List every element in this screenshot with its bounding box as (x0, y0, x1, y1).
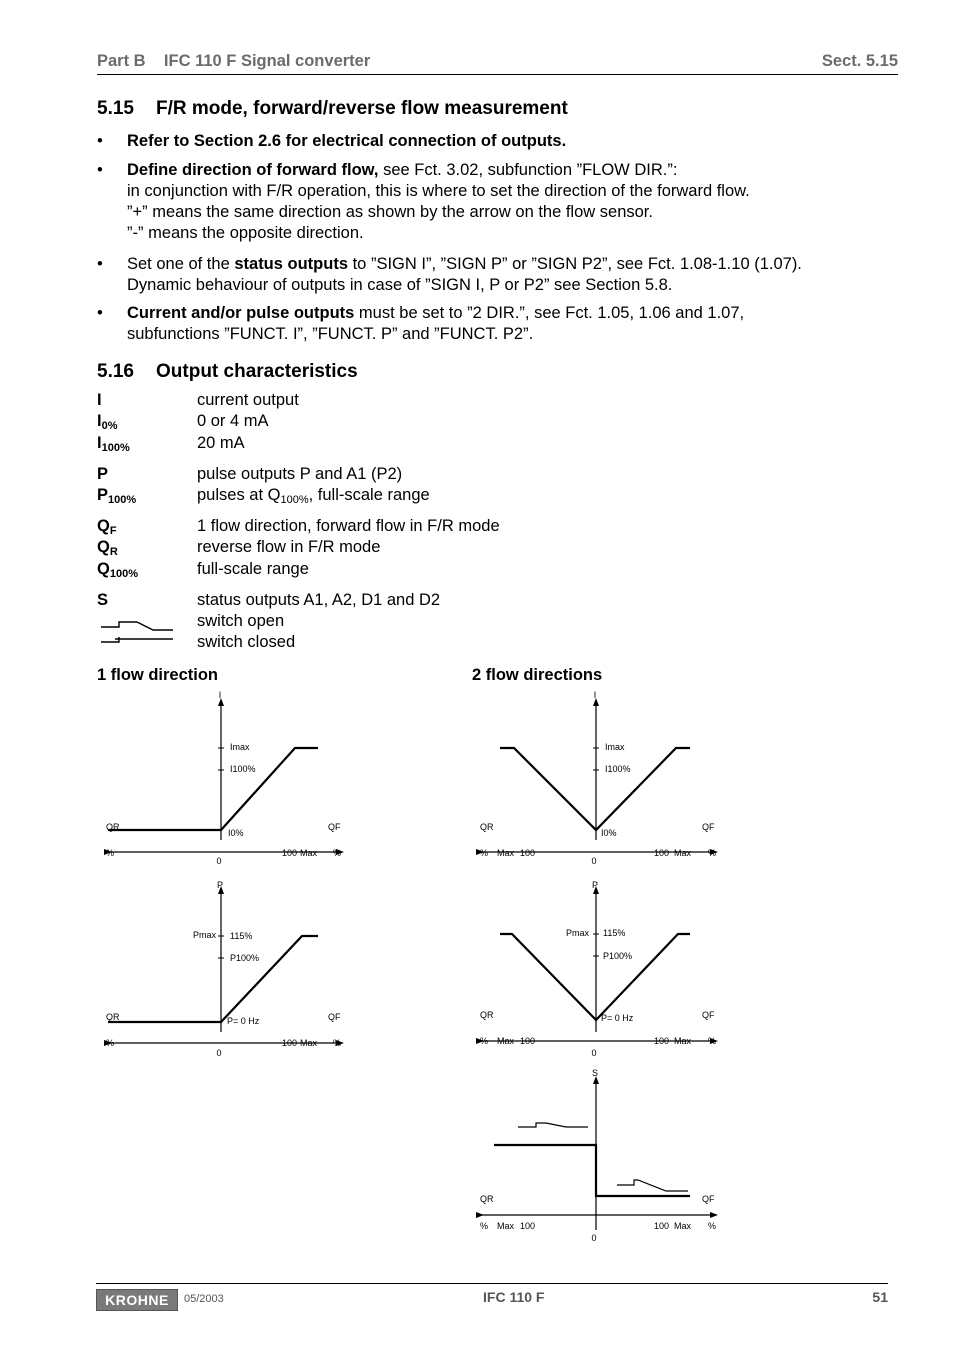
label-max-r-right: Max (674, 848, 692, 858)
def-switch-open: switch open (197, 612, 285, 630)
p-axis-label-left: P (216, 880, 224, 890)
def-P: pulse outputs P and A1 (P2) (197, 465, 403, 483)
def-P100: pulses at $Q_{100\%}$, full-scale range (197, 486, 430, 506)
label-qf-right-2: QF (702, 1010, 715, 1020)
label-i100-left: I100% (230, 764, 256, 774)
bullet-3-bold: status outputs (234, 255, 349, 273)
label-p0-left: P= 0 Hz (227, 1016, 260, 1026)
label-max-r-left: Max (497, 848, 515, 858)
header-left: Part B IFC 110 F Signal converter (97, 52, 371, 70)
def-QR: reverse flow in F/R mode (197, 538, 381, 556)
section-515-heading (97, 98, 568, 120)
label-pct-right-2: % (333, 1038, 342, 1048)
krohne-logo: KROHNE (96, 1289, 178, 1311)
section-515-title: F/R mode, forward/reverse flow measurement (156, 98, 568, 119)
label-qf-right: QF (702, 822, 715, 832)
label-pmax-right: Pmax (566, 928, 590, 938)
section-515-number: 5.15 (97, 98, 134, 119)
bullet-1-text: Refer to Section 2.6 for electrical connection of outputs. (127, 132, 567, 150)
bullet-dot: • (97, 304, 103, 322)
label-qr-right: QR (480, 822, 494, 832)
bullet-3-rest: to ”SIGN I”, ”SIGN P” or ”SIGN P2”, see Fct. 1.08-1.10 (1.07). (348, 255, 802, 273)
def-Q100: full-scale range (197, 560, 309, 578)
output-characteristic-diagrams (0, 680, 954, 1260)
label-p0-right: P= 0 Hz (601, 1013, 634, 1023)
footer-date: 05/2003 (184, 1293, 224, 1305)
label-pct-left-2: % (106, 1038, 115, 1048)
label-p100-right: P100% (603, 951, 633, 961)
symbol-Q100: $Q_{100\%}$ (97, 560, 138, 580)
label-pct-left: % (106, 848, 115, 858)
def-I: current output (197, 391, 299, 409)
label-max-r-left-2: Max (497, 1036, 515, 1046)
def-switch-closed: switch closed (197, 633, 296, 651)
current-curve-2flows (500, 748, 690, 830)
bullet-2-rest: see Fct. 3.02, subfunction ”FLOW DIR.”: (378, 161, 678, 179)
section-516-title: Output characteristics (156, 361, 358, 382)
label-imax-left: Imax (230, 742, 250, 752)
symbol-I0: $I_{0\%}$ (97, 412, 118, 432)
label-imax-right: Imax (605, 742, 625, 752)
label-i0-left: I0% (228, 828, 244, 838)
label-pct-r-left: % (480, 848, 489, 858)
label-100-r-right: 100 (654, 848, 670, 858)
bullet-4-rest: must be set to ”2 DIR.”, see Fct. 1.05, 1.06 and 1.07, (354, 304, 745, 322)
section-516-number: 5.16 (97, 361, 134, 382)
pulse-curve-1flow (108, 936, 318, 1022)
label-100-left: 100 (282, 848, 298, 858)
symbol-I: I (97, 391, 102, 409)
label-max-left: Max (300, 848, 318, 858)
symbol-QR: $Q_R$ (97, 538, 118, 558)
symbol-P100: $P_{100\%}$ (97, 486, 137, 506)
symbol-S: S (97, 591, 109, 609)
label-100-r-left: 100 (520, 848, 536, 858)
bullet-2-bold: Define direction of forward flow, (127, 161, 379, 179)
def-S: status outputs A1, A2, D1 and D2 (197, 591, 441, 609)
p-axis-label-right: P (591, 880, 599, 890)
label-pct-r-right-2: % (708, 1036, 717, 1046)
label-pct-r-right-3: % (708, 1221, 717, 1231)
label-zero-right: 0 (591, 856, 597, 866)
current-curve-1flow (108, 748, 318, 830)
page-number: 51 (872, 1289, 888, 1305)
i-axis-label-left: I (218, 690, 222, 700)
bullet-2-line-4: ”-” means the opposite direction. (127, 224, 364, 242)
footer-model: IFC 110 F (483, 1289, 545, 1305)
switch-closed-icon-diagram (518, 1123, 588, 1127)
switch-open-symbol (101, 622, 173, 630)
pulse-curve-2flows (500, 934, 690, 1020)
bullet-4-line-2: subfunctions ”FUNCT. I”, ”FUNCT. P” and ”FUNCT. P2”. (127, 325, 534, 343)
label-qr-right-3: QR (480, 1194, 494, 1204)
label-100-r-right-3: 100 (654, 1221, 670, 1231)
i-axis-label-right: I (593, 690, 597, 700)
section-516-heading (97, 361, 358, 383)
label-max-r-left-3: Max (497, 1221, 515, 1231)
label-i0-right: I0% (601, 828, 617, 838)
label-115-left: 115% (230, 931, 253, 941)
label-max-r-right-3: Max (674, 1221, 692, 1231)
def-I100: 20 mA (197, 434, 245, 452)
label-zero-right-3: 0 (591, 1233, 597, 1243)
switch-closed-symbol (101, 637, 173, 642)
label-max-r-right-2: Max (674, 1036, 692, 1046)
label-pct-right: % (333, 848, 342, 858)
label-100-left-2: 100 (282, 1038, 298, 1048)
bullet-2-line-3: ”+” means the same direction as shown by the arrow on the flow sensor. (127, 203, 653, 221)
bullet-dot: • (97, 255, 103, 273)
page-footer (96, 1283, 888, 1324)
label-qf-left-2: QF (328, 1012, 341, 1022)
s-axis-label-right: S (591, 1068, 599, 1078)
label-100-r-right-2: 100 (654, 1036, 670, 1046)
label-p100-left: P100% (230, 953, 260, 963)
label-zero-left-2: 0 (216, 1048, 222, 1058)
label-zero-left: 0 (216, 856, 222, 866)
label-100-r-left-3: 100 (520, 1221, 536, 1231)
symbol-P: P (97, 465, 109, 483)
header-right: Sect. 5.15 (821, 52, 898, 70)
symbol-I100: $I_{100\%}$ (97, 434, 130, 454)
caption-1-flow: 1 flow direction (97, 666, 219, 684)
bullet-dot: • (97, 132, 103, 150)
bullet-3-pre: Set one of the (127, 255, 235, 273)
label-qr-left-2: QR (106, 1012, 120, 1022)
bullet-2-line-2: in conjunction with F/R operation, this is where to set the direction of the forward flow. (127, 182, 750, 200)
switch-open-icon-diagram (617, 1180, 688, 1191)
bullet-3-line-2: Dynamic behaviour of outputs in case of ”SIGN I, P or P2” see Section 5.8. (127, 276, 673, 294)
label-qf-left: QF (328, 822, 341, 832)
label-115-right: 115% (603, 928, 626, 938)
label-max-left-2: Max (300, 1038, 318, 1048)
label-zero-right-2: 0 (591, 1048, 597, 1058)
bullet-dot: • (97, 161, 103, 179)
label-qr-right-2: QR (480, 1010, 494, 1020)
label-100-r-left-2: 100 (520, 1036, 536, 1046)
bullet-4-bold: Current and/or pulse outputs (127, 304, 355, 322)
label-i100-right: I100% (605, 764, 631, 774)
label-pmax-left: Pmax (193, 930, 217, 940)
switch-symbols (97, 613, 179, 649)
page-header (97, 52, 898, 75)
def-QF: 1 flow direction, forward flow in F/R mode (197, 517, 500, 535)
label-pct-r-left-3: % (480, 1221, 489, 1231)
label-pct-r-right: % (708, 848, 717, 858)
label-qf-right-3: QF (702, 1194, 715, 1204)
label-pct-r-left-2: % (480, 1036, 489, 1046)
label-qr-left: QR (106, 822, 120, 832)
caption-2-flows: 2 flow directions (472, 666, 603, 684)
symbol-QF: $Q_F$ (97, 517, 117, 537)
def-I0: 0 or 4 mA (197, 412, 269, 430)
